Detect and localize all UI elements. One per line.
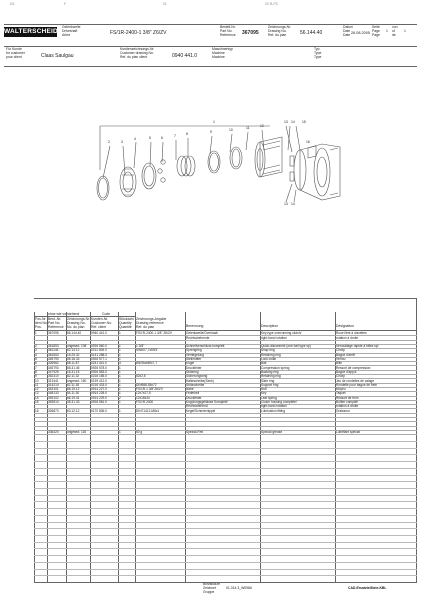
table-cell-qty: 1 xyxy=(119,331,121,336)
table-cell-pos: 16 xyxy=(35,408,39,413)
col-head-pos xyxy=(35,318,48,329)
col-head-pos-en: Item No. xyxy=(35,320,48,325)
table-cell-dwg: 35.31.33 xyxy=(67,400,80,404)
of-label-en: of xyxy=(392,28,395,33)
table-cell-de: Druckfeder xyxy=(186,365,202,370)
table-cell-cust: 0241 441.0 xyxy=(91,361,107,366)
customer-drawing-number: 0940 441.0 xyxy=(172,53,198,59)
table-row-rule xyxy=(34,335,417,336)
machine-label-fr: Machine xyxy=(212,54,225,59)
table-row-rule xyxy=(34,569,417,570)
type-label-en: Type xyxy=(314,50,322,55)
col-head-customer-en: Customer No. xyxy=(91,320,112,325)
table-cell-de: Druckfeder xyxy=(186,395,202,400)
table-cell-qty: 1 xyxy=(119,374,121,379)
table-cell-ref: 12x16x34 xyxy=(136,395,150,400)
table-row-rule xyxy=(34,515,417,516)
col-head-ref-de: Zeichnungs-Angabe xyxy=(136,317,167,321)
cust-dwg-label-fr: Ref. du plan client xyxy=(120,54,148,59)
table-cell-fr: rotation à droite xyxy=(336,404,359,409)
table-cell-dwg: 66.19.41 xyxy=(67,395,80,400)
table-cell-de: Schnellverschluss komplett xyxy=(186,344,225,349)
table-cell-ref: FS/1R-2400 xyxy=(136,400,154,404)
table-cell-dwg: 62.11.32 xyxy=(67,374,80,379)
date-value: 26.08.2005 xyxy=(351,31,371,35)
table-cell-en: Compression spring xyxy=(261,365,290,370)
col-head-part-de: Best.-Nr. xyxy=(48,317,62,321)
table-cell-qty: 1 xyxy=(119,344,121,349)
table-cell-fr: Verrou xyxy=(336,357,346,361)
callout-9: 9 xyxy=(210,130,212,134)
table-cell-cust: 0926 560.0 xyxy=(91,344,107,349)
table-row-rule xyxy=(34,340,417,341)
table-cell-fr: Bague d'arrêt xyxy=(336,352,356,357)
table-cell-cust: 0926 583.0 xyxy=(91,369,107,374)
table-cell-de: Kupplungsgehäuse Komplett/ xyxy=(186,400,228,404)
table-cell-fr: Boîtier complet/ xyxy=(336,400,359,404)
table-row-rule xyxy=(34,542,417,543)
table-row-rule xyxy=(34,475,417,476)
table-cell-de: Federkeil xyxy=(186,391,200,396)
callout-6: 6 xyxy=(161,136,163,140)
table-cell-de: Haltescheibe(Senk) xyxy=(186,378,214,383)
table-cell-de: Stützring xyxy=(186,369,199,374)
top-meta-d: 2V B-FS xyxy=(265,2,278,6)
table-cell-part: 353914 xyxy=(48,400,59,404)
table-cell-part: 336420 xyxy=(48,430,59,435)
cust-dwg-label-de: Kundenzeichnungs-Nr. xyxy=(120,47,155,51)
callout-10: 10 xyxy=(229,128,233,132)
table-cell-fr: Rondelle pour bague de frein xyxy=(336,382,378,387)
leader-line xyxy=(103,146,110,178)
footer-label-3: Gruppe xyxy=(203,589,215,594)
table-cell-pos: 15 xyxy=(35,400,39,404)
of-label-de: von xyxy=(392,25,398,29)
group-a-label: ohne wie vorstehend xyxy=(48,312,80,316)
top-meta-a: 5/1 xyxy=(10,2,15,6)
table-cell-fr: Roue libre à clavettes xyxy=(336,331,367,336)
customer-label-de: Für Kunde xyxy=(6,47,22,51)
col-head-customer xyxy=(91,318,112,329)
page-label-en: Page xyxy=(372,28,380,33)
item-value: FS/1R-2400-1 3/8" Z6/ZV xyxy=(110,30,167,36)
callout-11: 11 xyxy=(246,126,250,130)
table-cell-part: 313441 xyxy=(48,378,59,383)
table-cell-fr: Taquet xyxy=(336,391,346,396)
table-cell-qty: 2 xyxy=(119,395,121,400)
machine-label-en: Machine xyxy=(212,50,225,55)
date-label-en: Date xyxy=(343,28,351,33)
cust-dwg-label-en: Customer drawing No. xyxy=(120,50,154,55)
callout-8: 8 xyxy=(186,132,188,136)
table-cell-dwg: 55.18.33 xyxy=(67,357,80,361)
item-label-de: Gelenkwelle xyxy=(62,25,81,29)
callout-16: 16 xyxy=(306,140,310,144)
table-cell-en: Leaf spring xyxy=(261,395,277,400)
col-head-description: Description xyxy=(261,324,278,328)
callout-7: 7 xyxy=(174,134,176,138)
table-top-rule xyxy=(34,298,417,299)
table-cell-qty: 1 xyxy=(119,348,121,353)
table-cell-de: Rechtsdrehende xyxy=(186,335,210,340)
table-row-rule xyxy=(34,454,417,455)
table-cell-de: Kegel/Schmiernippel xyxy=(186,408,216,413)
table-cell-de: Stützscheibe xyxy=(186,382,205,387)
table-cell-qty: 1 xyxy=(119,391,121,396)
callout-4: 4 xyxy=(134,137,136,141)
footer-rule xyxy=(34,582,417,583)
table-row-rule xyxy=(34,548,417,549)
table-row-rule xyxy=(34,488,417,489)
table-row-rule xyxy=(34,501,417,502)
customer-label-en: for customer xyxy=(6,50,25,55)
table-cell-ref: DIN988-55x72 xyxy=(136,382,157,387)
col-head-drawing-en: Drawing No. xyxy=(67,320,86,325)
table-cell-pos: 9 xyxy=(35,374,37,379)
table-cell-dwg: 62.14.12 xyxy=(67,348,80,353)
table-cell-fr: Verrouillage rapide à billes spl xyxy=(336,344,379,349)
table-cell-part: 348133 xyxy=(48,391,59,396)
table-cell-pos: 10 xyxy=(35,378,39,383)
table-cell-qty: 1 xyxy=(119,408,121,413)
table-cell-dwg: ungesed. 116 xyxy=(67,430,87,435)
table-cell-ref: Ø4/Stahl/6x7,7 xyxy=(136,361,158,366)
table-cell-ref: DIN71412-M8x1 xyxy=(136,408,160,413)
table-cell-de: Gelenkwelle/Overload/ xyxy=(186,331,219,336)
table-row-rule xyxy=(34,448,417,449)
table-cell-en: Retaining ring xyxy=(261,352,281,357)
table-cell-pos: 14 xyxy=(35,395,39,400)
table-cell-en: Snap ring xyxy=(261,348,275,353)
table-cell-cust: 0914 228.0 xyxy=(91,391,107,396)
table-cell-cust: 0926 577.1 xyxy=(91,357,107,361)
table-row-rule xyxy=(34,461,417,462)
table-cell-dwg: 55.31.45 xyxy=(67,365,80,370)
table-cell-ref: 12x7x27,5 xyxy=(136,391,151,396)
table-cell-dwg: 63.12.12 xyxy=(67,408,80,413)
table-cell-qty: 1 xyxy=(119,382,121,387)
footer-label-2: Zeichnet xyxy=(203,585,217,590)
machine-label-de: Maschinentyp xyxy=(212,47,233,51)
table-cell-pos: 3 xyxy=(35,348,37,353)
table-cell-ref: 50 g xyxy=(136,430,143,435)
table-row-rule xyxy=(34,441,417,442)
table-cell-pos: 2 xyxy=(35,344,37,349)
table-row-rule xyxy=(34,426,417,427)
footer-code: 01.014.3_W0986 xyxy=(226,586,252,590)
table-row-rule xyxy=(34,434,417,435)
spring-part xyxy=(177,156,187,176)
table-row-rule xyxy=(34,528,417,529)
table-cell-en: Backing ring xyxy=(261,369,279,374)
table-cell-qty: 1 xyxy=(119,378,121,383)
table-cell-dwg: 56.144.40 xyxy=(67,331,82,336)
table-cell-qty: 1 xyxy=(119,365,121,370)
callout-13: 13 xyxy=(284,120,288,124)
col-head-drawing-fr: No. du plan xyxy=(67,324,85,329)
customer-label-fr: pour client xyxy=(6,54,22,59)
table-cell-cust: 0926 581.0 xyxy=(91,400,107,404)
table-row-rule xyxy=(34,508,417,509)
col-head-qty-fr: Quantité xyxy=(119,324,132,329)
item-label-en: Driveshaft xyxy=(62,28,78,33)
table-cell-en: Hub xyxy=(261,387,267,392)
table-cell-fr: rotation à droite xyxy=(336,335,359,340)
table-cell-pos: 6 xyxy=(35,361,37,366)
col-head-part xyxy=(48,318,64,329)
table-cell-part: 326982 xyxy=(48,361,59,366)
table-cell-pos: 5 xyxy=(35,357,37,361)
table-row-rule xyxy=(34,481,417,482)
col-head-pos-de: Pos-Nr. xyxy=(35,317,47,321)
col-head-designation: Désignation xyxy=(336,324,354,328)
col-head-customer-de: Kunden-Nr. xyxy=(91,317,109,321)
table-cell-fr: Ressort de frein xyxy=(336,395,359,400)
table-cell-en: Support ring xyxy=(261,382,279,387)
table-row-rule xyxy=(34,495,417,496)
table-row-rule xyxy=(34,535,417,536)
group-b-label: Code xyxy=(102,312,111,316)
table-cell-ref: FS/1R-2400-1 3/8" Z6/ZV xyxy=(136,331,173,336)
page-value: 1 xyxy=(386,29,388,33)
page-label-de: Seite xyxy=(372,25,380,29)
drawing-label-fr: Ref. du plan xyxy=(268,32,287,37)
footer-labels xyxy=(203,583,220,594)
table-cell-qty: 1 xyxy=(119,430,121,435)
col-head-part-fr: Reference xyxy=(48,324,64,329)
table-cell-dwg: 66.19.12 xyxy=(67,387,80,392)
callout-12: 12 xyxy=(260,124,264,128)
table-cell-part: 345793 xyxy=(48,365,59,370)
callout-2: 2 xyxy=(108,140,110,144)
table-cell-ref: SW8X7,7x59/3 xyxy=(136,348,158,353)
table-row-rule xyxy=(34,562,417,563)
table-cell-ref: FS/1R-1 3/8"Z6/ZV xyxy=(136,387,163,392)
table-row-rule xyxy=(34,404,417,405)
table-cell-qty: 1 xyxy=(119,387,121,392)
table-cell-de: Nabe xyxy=(186,387,194,392)
table-cell-part: 352310 xyxy=(48,374,59,379)
table-cell-cust: 0211 408.0 xyxy=(91,348,107,353)
callout-3: 3 xyxy=(121,140,123,144)
table-cell-part: 345790 xyxy=(48,357,59,361)
table-cell-de: Sicherungsring xyxy=(186,374,208,379)
table-row-rule xyxy=(34,575,417,576)
table-row-rule xyxy=(34,417,417,418)
ball-part xyxy=(158,169,162,173)
callout-5: 5 xyxy=(149,136,151,140)
callout-13b: 13 xyxy=(284,202,288,206)
table-cell-de: Verriegelung xyxy=(186,352,204,357)
col-head-ref-fr: Ref. du plan xyxy=(136,324,155,329)
type-label-de: Typ xyxy=(314,47,320,51)
table-cell-cust: 0139 412.0 xyxy=(91,378,107,383)
table-cell-de: Kugel xyxy=(186,361,195,366)
top-meta-b: F xyxy=(64,2,67,6)
col-head-ref xyxy=(136,318,166,329)
table-cell-en: Ball xyxy=(261,361,267,366)
col-head-qty xyxy=(119,318,134,329)
table-cell-pos: 4 xyxy=(35,352,37,357)
of-label-fr: de xyxy=(392,32,396,37)
table-cell-cust: 0940 441.0 xyxy=(91,331,107,336)
part-label-fr: Reference xyxy=(220,32,236,37)
col-head-drawing xyxy=(67,318,90,329)
drawing-label-de: Zeichnungs-Nr. xyxy=(268,25,291,29)
key-part xyxy=(290,156,294,166)
table-cell-part: 314214 xyxy=(48,382,59,387)
col-head-qty-de: Stückzahl xyxy=(119,317,134,321)
col-head-benennung: Benennung xyxy=(186,324,204,328)
date-label-de: Datum xyxy=(343,25,353,29)
table-cell-part: 361145 xyxy=(48,348,59,353)
callout-15: 15 xyxy=(302,120,306,124)
part-number: 367095 xyxy=(242,30,259,36)
table-row-rule xyxy=(34,522,417,523)
callout-14: 14 xyxy=(291,120,295,124)
table-cell-cust: 0216 185.0 xyxy=(91,374,107,379)
of-value: 1 xyxy=(404,29,406,33)
table-cell-part: 367095 xyxy=(48,331,59,336)
table-cell-fr: Jeu de rondelles de calage xyxy=(336,378,375,383)
table-cell-qty: 1 xyxy=(119,352,121,357)
col-head-customer-fr: Ref. client xyxy=(91,324,107,329)
table-cell-en: Slide ring xyxy=(261,378,275,383)
col-head-qty-en: Quantity xyxy=(119,320,132,325)
table-cell-en: right-hand rotation xyxy=(261,335,287,340)
table-cell-fr: Circlip xyxy=(336,374,345,379)
table-cell-en: Key-type overrunning clutch/ xyxy=(261,331,302,336)
table-row-rule xyxy=(34,468,417,469)
table-cell-cust: - xyxy=(91,430,93,435)
table-cell-qty: 1 xyxy=(119,357,121,361)
table-cell-cust: 0216 433.0 xyxy=(91,382,107,387)
table-cell-de: Stellmutter xyxy=(186,357,202,361)
table-cell-pos: 8 xyxy=(35,369,37,374)
company-logo: WALTERSCHEID xyxy=(4,28,58,35)
table-cell-en: Clutch housing complete/ xyxy=(261,400,297,404)
table-cell-cust: 0141 288.0 xyxy=(91,352,107,357)
table-cell-part: 361653 xyxy=(48,352,59,357)
footer-title: CAD-Ersatzteilliste-KBL xyxy=(348,586,387,590)
table-cell-en: Key xyxy=(261,391,267,396)
table-row-rule xyxy=(34,555,417,556)
table-cell-pos: 7 xyxy=(35,365,37,370)
table-cell-en: Quick-disconnect (one ball type sp) xyxy=(261,344,311,349)
part-label-de: Bestell-Nr. xyxy=(220,25,236,29)
table-head-rule-1 xyxy=(34,316,136,317)
table-cell-fr: Lubrifiant spécial xyxy=(336,430,360,435)
table-cell-ref: 1 3/8" xyxy=(136,344,145,349)
table-cell-en: right-hand rotation xyxy=(261,404,287,409)
col-head-drawing-de: Zeichnungs-Nr. xyxy=(67,317,90,321)
table-cell-en: Lubrication fitting xyxy=(261,408,286,413)
table-cell-de: Rechtsdrehend xyxy=(186,404,208,409)
table-cell-cust: 0170 836.0 xyxy=(91,408,107,413)
table-cell-fr: Ressort de compression xyxy=(336,365,371,370)
table-cell-dwg: 58.11.87 xyxy=(67,361,80,366)
table-cell-part: 361853 xyxy=(48,344,59,349)
table-cell-qty: 1 xyxy=(119,400,121,404)
table-cell-en: Lock collar xyxy=(261,357,277,361)
table-cell-part: 349102 xyxy=(48,395,59,400)
table-cell-fr: Bague d'appui xyxy=(336,369,357,374)
table-cell-cust: 0914 229.0 xyxy=(91,395,107,400)
table-cell-fr: Moyeu xyxy=(336,387,346,392)
table-cell-dwg: 62.11.35 xyxy=(67,382,80,387)
table-cell-de: Spezial-Fett xyxy=(186,430,204,435)
table-cell-pos: 11 xyxy=(35,382,39,387)
date-label-fr: Date xyxy=(343,32,351,37)
callout-1: 1 xyxy=(213,120,215,124)
table-cell-part: 347925 xyxy=(48,369,59,374)
col-head-part-en: Part No. xyxy=(48,320,61,325)
table-cell-de: Sprengring xyxy=(186,348,202,353)
table-cell-part: 343101 xyxy=(48,387,59,392)
table-cell-qty: 3 xyxy=(119,361,121,366)
table-cell-qty: 1 xyxy=(119,369,121,374)
type-label-fr: Type xyxy=(314,54,322,59)
nut-part xyxy=(120,167,136,197)
col-head-pos-fr: Pos. xyxy=(35,324,42,329)
table-cell-pos: 1 xyxy=(35,331,37,336)
table-cell-dwg: ungesed. 150 xyxy=(67,378,87,383)
table-cell-fr: Circlip xyxy=(336,348,345,353)
table-cell-cust: 0926 578.0 xyxy=(91,365,107,370)
drawing-number: 56.144.40 xyxy=(300,30,323,36)
drawing-label-en: Drawing No. xyxy=(268,28,287,33)
part-label-en: Part No. xyxy=(220,28,233,33)
col-head-ref-en: Drawing reference xyxy=(136,320,164,325)
table-cell-dwg: ungesed. 108 xyxy=(67,344,87,349)
table-cell-pos: 13 xyxy=(35,391,39,396)
table-cell-ref: 52x2,5 xyxy=(136,374,146,379)
table-cell-part: 326873 xyxy=(48,408,59,413)
customer-name: Claas Saulgau xyxy=(41,53,74,59)
item-label-fr: Arbre xyxy=(62,32,71,37)
table-row-rule xyxy=(34,421,417,422)
top-meta-c: 01 xyxy=(163,2,167,6)
table-cell-dwg: 16.25.32 xyxy=(67,352,80,357)
footer-label-1: Blindskizze xyxy=(203,582,220,586)
callout-14b: 14 xyxy=(291,202,295,206)
table-cell-fr: Graisseur xyxy=(336,408,350,413)
table-cell-en: Special grease xyxy=(261,430,283,435)
table-cell-dwg: 54.11.30 xyxy=(67,391,80,396)
table-cell-fr: Bille xyxy=(336,361,343,366)
table-row-rule xyxy=(34,413,417,414)
table-cell-pos: 12 xyxy=(35,387,39,392)
table-cell-cust: 0914 227.0 xyxy=(91,387,107,392)
table-cell-en: Retaining ring xyxy=(261,374,281,379)
page-label-fr: Page xyxy=(372,32,380,37)
table-cell-dwg: 16.31.15 xyxy=(67,369,80,374)
